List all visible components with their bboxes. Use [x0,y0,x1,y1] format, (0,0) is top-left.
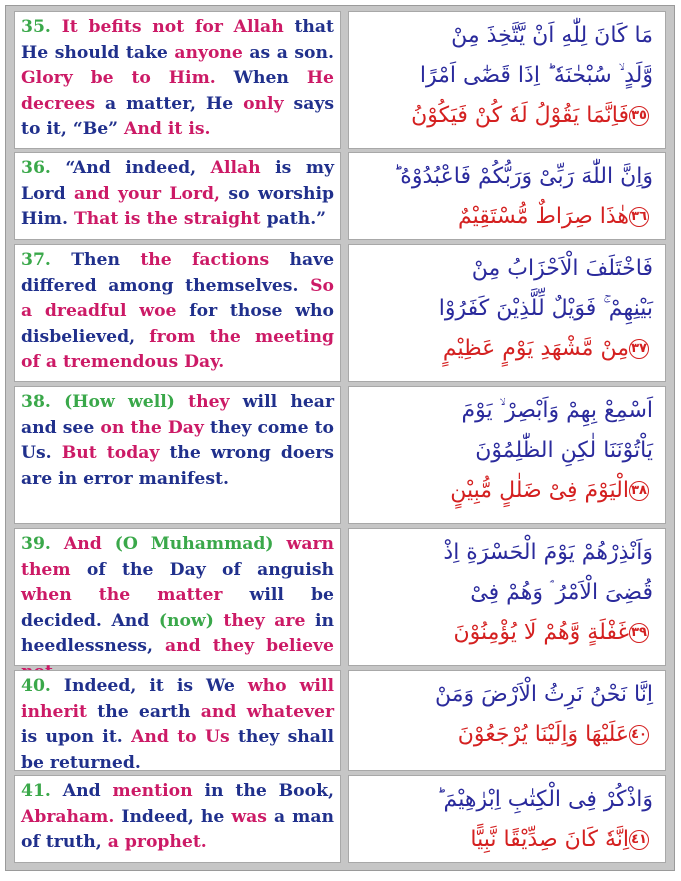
arabic-line: ٣٥فَاِنَّمَا يَقُوْلُ لَهٗ كُنْ فَيَكُوْنُ [361,96,653,136]
translation-segment: the wrong doers are in error manifest. [21,443,334,489]
translation-text [21,17,334,139]
translation-segment: on the Day [100,417,204,438]
arabic-line: مَا كَانَ لِلّٰهِ اَنْ يَّتَّخِذَ مِنْ [451,23,653,48]
translation-segment: And [63,534,115,554]
arabic-line: وَاذْكُرْ فِى الْكِتٰبِ اِبْرٰهِيْمَ ؕ [436,787,653,812]
arabic-line: فَاخْتَلَفَ الْاَحْزَابُ مِنْ [471,256,653,281]
translation-segment: is my Lord [21,158,335,204]
translation-segment: only [243,93,284,114]
translation-segment: when the matter [21,585,223,606]
translation-segment: That is the straight [73,209,261,230]
arabic-line: ٣٨الْيَوْمَ فِىْ ضَلٰلٍ مُّبِيْنٍ [361,471,653,511]
translation-text [21,781,334,852]
verse-number: 36. [21,158,51,178]
english-translation-35 [14,11,341,149]
translation-segment: (How well) [64,392,175,412]
arabic-line: بَيْنِهِمْ ۚ فَوَيْلٌ لِّلَّذِيْنَ كَفَرُوْا [438,296,653,321]
translation-segment: so worship Him. [21,183,334,230]
translation-segment: they shall be returned. [21,727,334,773]
translation-segment: He should take [21,42,175,63]
translation-segment: (O Muhammad) [114,534,274,554]
translation-segment: Abraham. [21,806,115,827]
arabic-line: ٤٠عَلَيْهَا وَاِلَيْنَا يُرْجَعُوْنَ [361,715,653,755]
translation-segment: And to Us [131,727,230,748]
translation-segment: But today [61,443,160,464]
arabic-line: اِنَّا نَحْنُ نَرِثُ الْاَرْضَ وَمَنْ [435,682,653,707]
translation-segment: will hear and see [21,392,334,438]
translation-text [21,676,334,773]
arabic-text-38 [348,386,666,524]
translation-segment: Indeed, he [114,806,232,827]
ayah-end-marker: ٤٠ [629,725,649,745]
translation-segment: was [231,806,267,827]
verse-number: 37. [21,250,51,270]
translation-segment: And [62,781,113,801]
translation-segment: a matter, He [95,93,244,114]
translation-segment: the earth [86,701,201,722]
verse-row-37 [14,244,666,382]
translation-segment: When [215,68,307,89]
verse-number: 35. [21,17,51,37]
ayah-end-marker: ٣٧ [629,339,649,359]
translation-segment: who will inherit [21,676,335,722]
arabic-line: ٤١اِنَّهٗ كَانَ صِدِّيْقًا نَّبِيًّا [361,820,653,860]
translation-segment: path.” [260,209,327,230]
arabic-text-40 [348,670,666,771]
translation-segment: they come to Us. [21,417,334,464]
ayah-end-marker: ٤١ [629,830,649,850]
translation-segment: It befits not for Allah [61,17,295,37]
english-translation-38 [14,386,341,524]
verse-table [5,5,675,871]
translation-text [21,534,334,682]
translation-segment: says to it, “Be” [21,93,334,140]
ayah-end-marker: ٣٦ [629,207,649,227]
translation-segment: will be decided. And [21,585,334,631]
verse-row-40 [14,670,666,771]
verse-number: 40. [21,676,51,696]
translation-segment: And it is. [124,119,211,140]
verse-number: 39. [21,534,51,554]
translation-segment: have differed among themselves. [21,250,335,296]
verse-row-35 [14,11,666,149]
translation-segment: in heedlessness, [21,610,334,657]
verse-number: 41. [21,781,51,801]
translation-segment: So a dreadful woe [21,275,334,322]
english-translation-39 [14,528,341,666]
arabic-text-41 [348,775,666,863]
translation-segment: and whatever [200,701,334,722]
translation-segment: they [174,392,230,412]
arabic-line: وَّلَدٍ ۙ سُبْحٰنَهٗ ؕ اِذَا قَضٰٓى اَمْرًا [419,63,653,88]
translation-segment: is upon it. [21,727,132,748]
arabic-line: ٣٦هٰذَا صِرَاطٌ مُّسْتَقِيْمٌ [361,197,653,237]
translation-segment: warn them [21,534,335,580]
translation-segment: Then [71,250,141,270]
translation-segment: as a son. [242,42,334,63]
verse-row-41 [14,775,666,863]
translation-segment: Indeed, it is We [63,676,248,696]
verse-row-39 [14,528,666,666]
ayah-end-marker: ٣٨ [629,481,649,501]
english-translation-36 [14,152,341,240]
arabic-text-35 [348,11,666,149]
arabic-line: يَاْتُوْنَنَا لٰكِنِ الظّٰلِمُوْنَ [475,438,653,463]
translation-segment: a man of truth, [21,806,334,853]
verse-row-38 [14,386,666,524]
english-translation-40 [14,670,341,771]
translation-text [21,158,334,229]
arabic-line: ٣٩غَفْلَةٍ وَّهُمْ لَا يُؤْمِنُوْنَ [361,613,653,653]
translation-segment: (now) [158,610,214,631]
translation-segment: anyone [174,42,243,63]
english-translation-37 [14,244,341,382]
translation-segment: a prophet. [107,832,207,853]
translation-segment: mention [112,781,193,801]
arabic-line: ٣٧مِنْ مَّشْهَدِ يَوْمٍ عَظِيْمٍ [361,329,653,369]
ayah-end-marker: ٣٥ [629,106,649,126]
translation-segment: Allah [210,158,261,178]
arabic-text-39 [348,528,666,666]
verse-row-36 [14,152,666,240]
ayah-end-marker: ٣٩ [629,623,649,643]
translation-text [21,392,334,489]
arabic-text-36 [348,152,666,240]
arabic-line: قُضِىَ الْاَمْرُ ۘ وَهُمْ فِىْ [470,580,653,605]
verse-number: 38. [21,392,51,412]
arabic-line: وَاَنْذِرْهُمْ يَوْمَ الْحَسْرَةِ اِذْ [443,540,653,565]
translation-segment: Glory be to Him. [21,68,216,89]
translation-segment: the factions [140,250,270,270]
translation-segment: they are [213,610,306,631]
translation-segment: that [294,17,334,37]
translation-segment: He decrees [21,68,334,114]
english-translation-41 [14,775,341,863]
translation-segment: and they believe [165,636,334,657]
translation-text [21,250,334,372]
translation-segment: of the Day of anguish [70,559,334,580]
translation-segment: for those who disbelieved, [21,301,334,347]
arabic-text-37 [348,244,666,382]
translation-segment: and your Lord, [74,183,221,204]
translation-segment: from the meeting of a tremendous Day. [21,326,335,373]
arabic-line: وَاِنَّ اللّٰهَ رَبِّىْ وَرَبُّكُمْ فَاعْبُدُوْهُ ؕ [393,164,653,189]
translation-segment: “And indeed, [65,158,211,178]
arabic-line: اَسْمِعْ بِهِمْ وَاَبْصِرْ ۙ يَوْمَ [461,398,653,423]
translation-segment: in the Book, [192,781,334,801]
